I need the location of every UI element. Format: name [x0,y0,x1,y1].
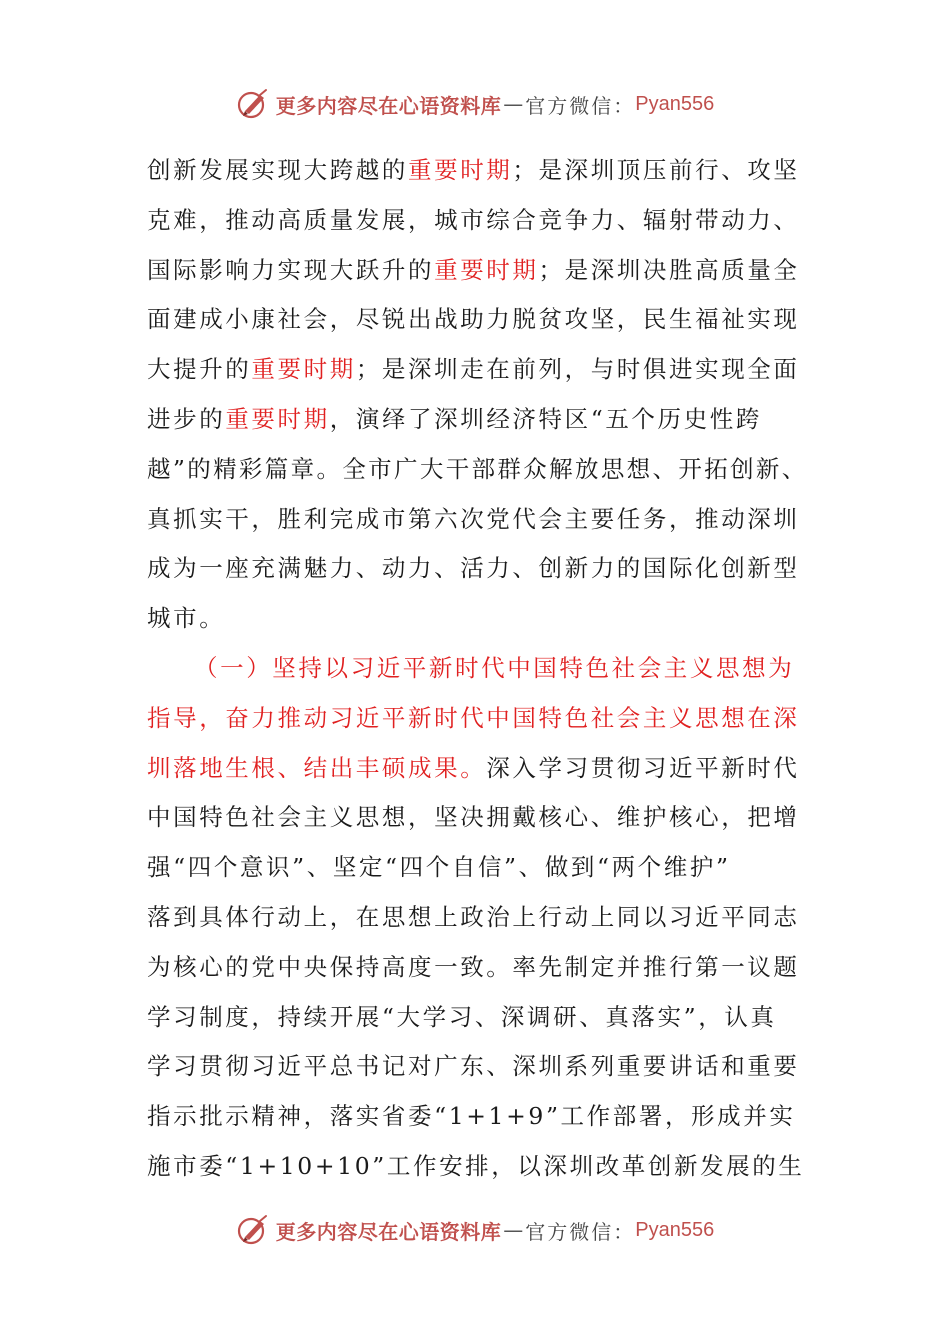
text-line [147,1042,812,1092]
body-text: ；是深圳顶压前行、攻坚 [512,156,800,184]
body-text: 深入学习贯彻习近平新时代 [486,753,800,782]
highlighted-text: 重要时期 [251,355,356,384]
banner-wechat-id: Pyan556 [635,92,715,115]
body-text: 强“四个意识”、坚定“四个自信”、做到“两个维护” [147,853,731,882]
text-line [147,1142,812,1192]
text-line [147,295,812,345]
body-text: 指示批示精神，落实省委“1+1+9”工作部署，形成并实 [147,1102,796,1131]
text-line [147,993,812,1043]
body-text: 创新发展实现大跨越的 [147,156,408,184]
body-text: 面建成小康社会，尽锐出战助力脱贫攻坚，民生福祉实现 [147,305,800,334]
text-line [147,395,812,445]
text-line [147,893,812,943]
body-text: 成为一座充满魅力、动力、活力、创新力的国际化创新型 [147,554,800,583]
header-banner [0,84,950,124]
highlighted-text: 指导，奋力推动习近平新时代中国特色社会主义思想在深 [147,703,800,732]
body-text: 为核心的党中央保持高度一致。率先制定并推行第一议题 [147,952,800,981]
body-text: ；是深圳决胜高质量全 [538,255,800,284]
text-line [147,544,812,594]
pen-logo-icon [236,87,270,121]
text-line [147,345,812,395]
body-text: 落到具体行动上，在思想上政治上行动上同以习近平同志 [147,902,800,931]
body-text: 进步的 [147,404,226,433]
body-text: ，演绎了深圳经济特区“五个历史性跨 [329,404,762,433]
highlighted-text: 重要时期 [408,156,513,184]
body-text: 学习贯彻习近平总书记对广东、深圳系列重要讲话和重要 [147,1052,800,1081]
text-line [147,495,812,545]
text-line [147,196,812,246]
body-text: 学习制度，持续开展“大学习、深调研、真落实”，认真 [147,1002,777,1031]
body-text: 克难，推动高质量发展，城市综合竞争力、辐射带动力、 [147,205,800,234]
text-line [147,1092,812,1142]
text-line [147,644,812,694]
body-text: 大提升的 [147,355,252,384]
body-text: 国际影响力实现大跃升的 [147,255,435,284]
banner-brand: 更多内容尽在心语资料库 [275,1219,502,1244]
banner-wechat-label: 官方微信： [525,1219,636,1244]
document-body [147,146,812,1192]
highlighted-text: 重要时期 [434,255,539,284]
pen-logo-icon [236,1213,270,1247]
banner-separator: — [503,1218,524,1242]
body-text: 中国特色社会主义思想，坚决拥戴核心、维护核心，把增 [147,803,800,832]
body-text: 城市。 [147,604,226,633]
text-line [147,843,812,893]
footer-banner [0,1210,950,1250]
banner-brand: 更多内容尽在心语资料库 [275,93,502,118]
text-line [147,943,812,993]
text-line [147,594,812,644]
body-text: ；是深圳走在前列，与时俱进实现全面 [355,355,800,384]
banner-wechat-id: Pyan556 [635,1218,715,1241]
highlighted-text: 圳落地生根、结出丰硕成果。 [147,753,487,782]
text-line [147,445,812,495]
banner-wechat-label: 官方微信： [525,93,636,118]
text-line [147,793,812,843]
highlighted-text: 重要时期 [225,404,330,433]
body-text: 真抓实干，胜利完成市第六次党代会主要任务，推动深圳 [147,504,800,533]
banner-separator: — [503,92,524,116]
body-text: 越”的精彩篇章。全市广大干部群众解放思想、开拓创新、 [147,454,808,483]
text-line [147,694,812,744]
body-text: 施市委“1+10+10”工作安排，以深圳改革创新发展的生 [147,1151,805,1180]
text-line [147,246,812,296]
text-line [147,146,812,196]
text-line [147,744,812,794]
highlighted-text: （一）坚持以习近平新时代中国特色社会主义思想为 [194,653,795,682]
